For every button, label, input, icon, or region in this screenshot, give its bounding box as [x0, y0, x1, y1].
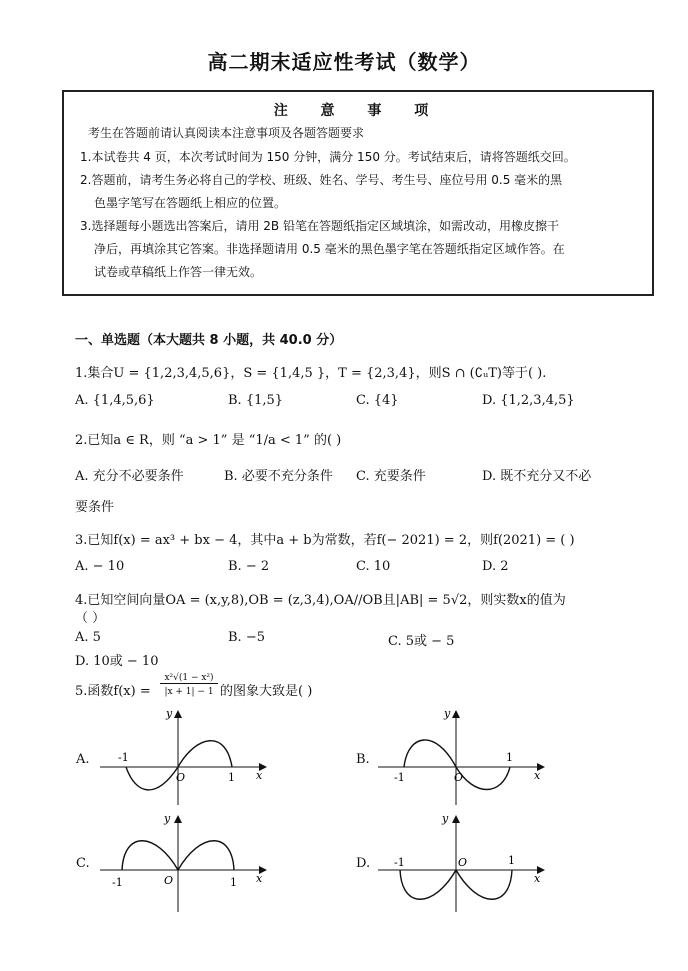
q2-option-b: B. 必要不充分条件: [224, 469, 333, 484]
q2-option-d-cont: 要条件: [75, 500, 115, 515]
q5-frac-num: x²√(1 − x²): [160, 673, 218, 684]
graph-a: [96, 705, 276, 810]
graph-d-origin: O: [458, 856, 468, 869]
q4-stem-paren: （ ）: [75, 611, 106, 626]
graph-b-neg1: -1: [394, 771, 405, 784]
graph-a-pos1: 1: [228, 771, 235, 784]
q1-option-b: B. {1,5}: [228, 393, 284, 408]
q4-stem: 4.已知空间向量OA = (x,y,8),OB = (z,3,4),OA//OB且|AB| = 5√2，则实数x的值为: [75, 593, 566, 608]
q5-frac-den: |x + 1| − 1: [164, 687, 214, 697]
graph-b-pos1: 1: [506, 751, 513, 764]
graph-a-label: A.: [76, 752, 90, 767]
notice-item-3-cont2: 试卷或草稿纸上作答一律无效。: [94, 265, 263, 279]
q2-option-d: D. 既不充分又不必: [482, 469, 592, 484]
graph-c-label: C.: [76, 856, 90, 871]
q5-stem-pre: 5.函数f(x) =: [75, 684, 151, 699]
q4-option-c: C. 5或 − 5: [388, 634, 455, 649]
graph-c-x-label: x: [256, 872, 263, 885]
notice-item-3: 3.选择题每小题选出答案后，请用 2B 铅笔在答题纸指定区域填涂，如需改动，用橡皮擦干: [80, 219, 559, 233]
graph-d-y-label: y: [442, 812, 449, 825]
graph-b: [374, 705, 554, 810]
graph-d-neg1: -1: [394, 856, 405, 869]
graph-c-y-label: y: [164, 812, 171, 825]
q3-option-a: A. − 10: [75, 559, 125, 574]
q5-stem-post: 的图象大致是( ): [220, 684, 313, 699]
q1-option-c: C. {4}: [356, 393, 399, 408]
q3-option-d: D. 2: [482, 559, 509, 574]
notice-heading: 注 意 事 项: [273, 103, 443, 119]
graph-d-x-label: x: [534, 872, 541, 885]
graph-c-neg1: -1: [112, 876, 123, 889]
graph-b-origin: O: [454, 771, 464, 784]
notice-intro: 考生在答题前请认真阅读本注意事项及各题答题要求: [88, 126, 365, 140]
q2-option-a: A. 充分不必要条件: [75, 469, 184, 484]
graph-c-origin: O: [164, 874, 174, 887]
notice-item-1: 1.本试卷共 4 页，本次考试时间为 150 分钟，满分 150 分。考试结束后，请将答题纸交回。: [80, 150, 576, 164]
q2-stem: 2.已知a ∈ R，则 “a > 1” 是 “1/a < 1” 的( ): [75, 433, 342, 448]
q4-option-d: D. 10或 − 10: [75, 654, 159, 669]
page-title: 高二期末适应性考试（数学）: [207, 50, 481, 74]
notice-box: [62, 90, 654, 296]
q2-option-c: C. 充要条件: [356, 469, 426, 484]
q1-option-a: A. {1,4,5,6}: [75, 393, 155, 408]
notice-item-2-cont: 色墨字笔写在答题纸上相应的位置。: [94, 196, 287, 210]
q3-option-b: B. − 2: [228, 559, 270, 574]
graph-d-pos1: 1: [508, 854, 515, 867]
graph-b-label: B.: [356, 752, 370, 767]
graph-b-x-label: x: [534, 769, 541, 782]
q3-stem: 3.已知f(x) = ax³ + bx − 4，其中a + b为常数，若f(− 2021) = 2，则f(2021) = ( ): [75, 533, 575, 548]
q1-stem: 1.集合U = {1,2,3,4,5,6}，S = {1,4,5 }，T = {2,3,4}，则S ∩ (∁ᵤT)等于( ).: [75, 366, 547, 381]
graph-c: [96, 810, 276, 915]
q1-option-d: D. {1,2,3,4,5}: [482, 393, 575, 408]
q3-option-c: C. 10: [356, 559, 391, 574]
graph-c-pos1: 1: [230, 876, 237, 889]
q4-option-b: B. −5: [228, 630, 265, 645]
graph-a-y-label: y: [166, 707, 173, 720]
notice-item-2: 2.答题前，请考生务必将自己的学校、班级、姓名、学号、考生号、座位号用 0.5 毫米的黑: [80, 173, 563, 187]
section-heading: 一、单选题（本大题共 8 小题，共 40.0 分）: [75, 333, 343, 348]
graph-a-x-label: x: [256, 769, 263, 782]
graph-a-neg1: -1: [118, 751, 129, 764]
notice-item-3-cont: 净后，再填涂其它答案。非选择题请用 0.5 毫米的黑色墨字笔在答题纸指定区域作答。在: [94, 242, 565, 256]
graph-a-origin: O: [176, 771, 186, 784]
graph-b-y-label: y: [444, 707, 451, 720]
graph-d: [374, 810, 554, 915]
graph-d-label: D.: [356, 856, 371, 871]
q4-option-a: A. 5: [75, 630, 101, 645]
